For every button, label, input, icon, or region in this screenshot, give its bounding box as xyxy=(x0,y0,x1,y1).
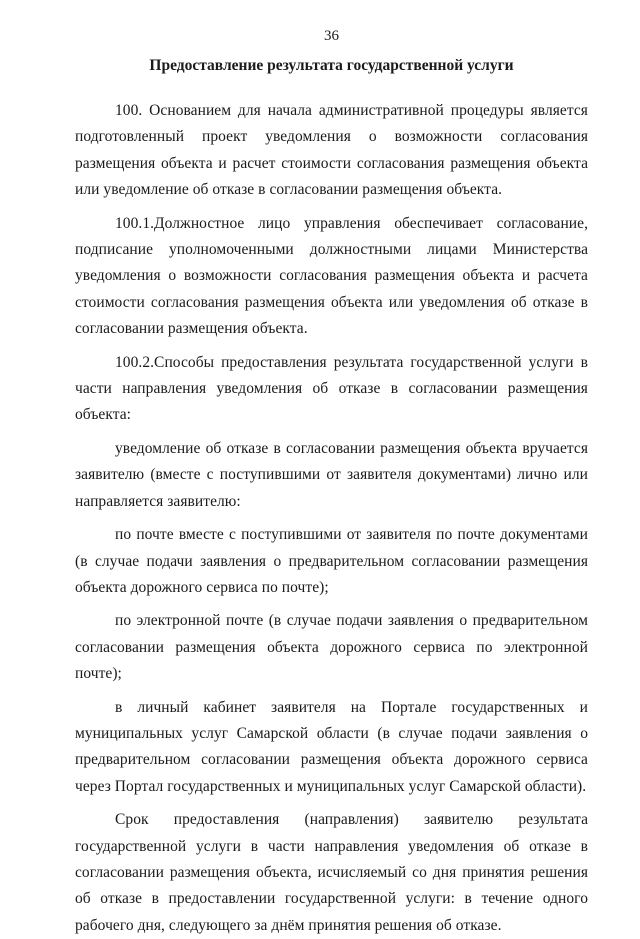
paragraph-deadline: Срок предоставления (направления) заявителю результата государственной услуги в части направления уведомления об отказе в согласовании размещения объекта, исчисляемый со дня принятия решения об отказе в предоставлении государственной услуги: в течение одного рабочего дня, следующего за днём принятия решения об отказе. xyxy=(75,811,588,934)
section-title: Предоставление результата государственной услуги xyxy=(149,57,514,74)
paragraph-by-mail: по почте вместе с поступившими от заявителя по почте документами (в случае подачи заявления о предварительном согласовании размещения объекта дорожного сервиса по почте); xyxy=(75,526,588,596)
paragraph-100-2: 100.2.Способы предоставления результата государственной услуги в части направления уведомления об отказе в согласовании размещения объекта: xyxy=(75,353,588,424)
spacer xyxy=(75,601,588,608)
spacer xyxy=(75,800,588,807)
spacer xyxy=(75,429,588,436)
paragraph-100-1: 100.1.Должностное лицо управления обеспечивает согласование, подписание уполномоченными должностными лицами Министерства уведомления о возможности согласования размещения объекта и расчета стоимости согласования размещения объекта или уведомления об отказе в согласовании размещения объекта. xyxy=(75,214,588,338)
paragraph-personal-cabinet: в личный кабинет заявителя на Портале государственных и муниципальных услуг Самарской области (в случае подачи заявления о предварительном согласовании размещения объекта дорожного сервиса через Портал государственных и муниципальных услуг Самарской области). xyxy=(75,698,588,795)
spacer xyxy=(75,515,588,522)
paragraph-refusal-delivery: уведомление об отказе в согласовании размещения объекта вручается заявителю (вместе с поступившими от заявителя документами) лично или направляется заявителю: xyxy=(75,439,588,510)
paragraph-100: 100. Основанием для начала административной процедуры является подготовленный проект уведомления о возможности согласования размещения объекта и расчет стоимости согласования размещения объекта или уведомление об отказе в согласовании размещения объекта. xyxy=(75,102,588,199)
spacer xyxy=(75,204,588,211)
spacer xyxy=(75,343,588,350)
page-number: 36 xyxy=(324,28,339,44)
spacer xyxy=(75,688,588,695)
paragraph-by-email: по электронной почте (в случае подачи заявления о предварительном согласовании размещения объекта дорожного сервиса по электронной почте); xyxy=(75,612,588,683)
